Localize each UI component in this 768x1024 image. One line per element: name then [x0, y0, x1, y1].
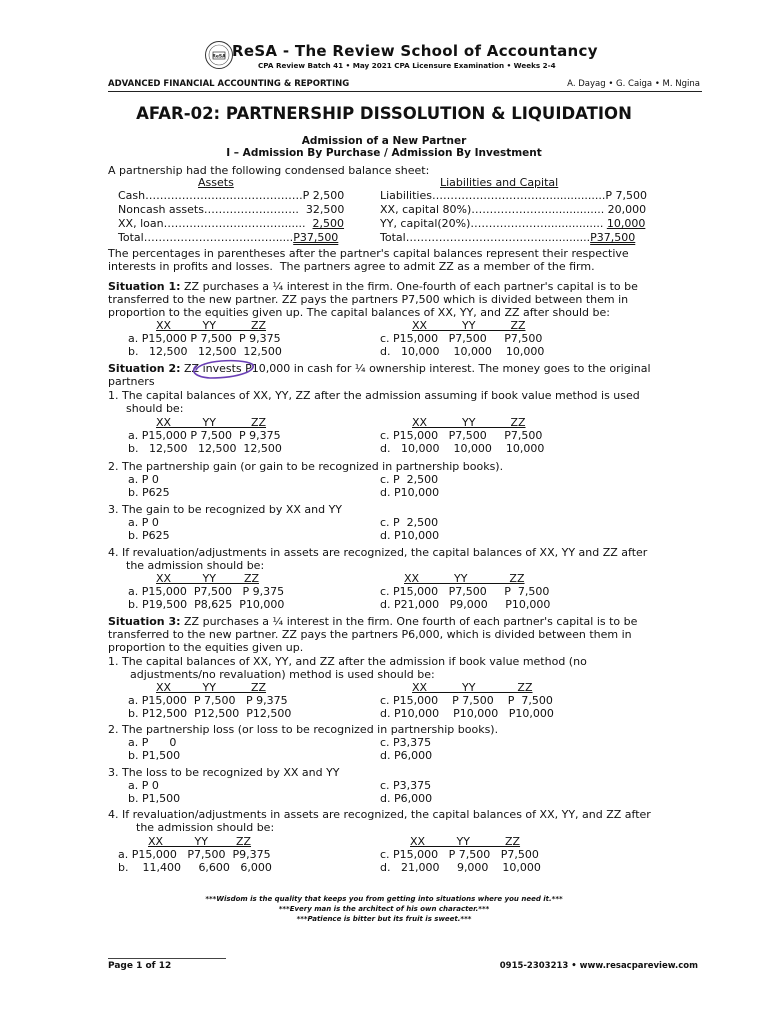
situation-1-text: ZZ purchases a ¼ interest in the firm. One-fourth of each partner's capital is to be	[180, 280, 638, 293]
bs-left-line-3	[118, 218, 344, 229]
situation-1-line-2: transferred to the new partner. ZZ pays the partners P7,500 which is divided between them in	[108, 293, 629, 306]
bs-left-line-3-label: XX, loan……………………………......	[118, 217, 313, 230]
s3-q1-option-c: c. P15,000 P 7,500 P 7,500	[380, 694, 553, 707]
situation-2-text: ZZ invests P10,000 in cash for ¼ ownership interest. The money goes to the original	[180, 362, 651, 375]
situation-3-label: Situation 3:	[108, 615, 181, 628]
s2-q4-line-2: the admission should be:	[126, 559, 265, 572]
bs-right-line-3-label: YY, capital(20%)…………………................	[380, 217, 607, 230]
s3-q4-header-left: XX YY ZZ	[148, 835, 252, 848]
s3-q2-option-d: d. P6,000	[380, 749, 433, 762]
s2-q1-option-d: d. 10,000 10,000 10,000	[380, 442, 545, 455]
s2-q1-option-c: c. P15,000 P7,500 P7,500	[380, 429, 543, 442]
s2-q3-text: 3. The gain to be recognized by XX and YY	[108, 503, 343, 516]
s3-q1-option-b: b. P12,500 P12,500 P12,500	[128, 707, 292, 720]
paragraph-line-1: The percentages in parentheses after the partner's capital balances represent their respective	[108, 247, 629, 260]
s3-q3-option-b: b. P1,500	[128, 792, 181, 805]
bs-right-line-1: Liabilities……………………………...............P 7,500	[380, 189, 648, 202]
s2-q4-header-left: XX YY ZZ	[156, 572, 260, 585]
s1-option-a: a. P15,000 P 7,500 P 9,375	[128, 332, 281, 345]
s3-q2-option-b: b. P1,500	[128, 749, 181, 762]
contact-info: 0915-2303213 • www.resacpareview.com	[499, 961, 698, 971]
subtitle-2: I – Admission By Purchase / Admission By Investment	[226, 147, 542, 159]
bs-right-total-amount: P37,500	[590, 231, 636, 244]
situation-2-line-1	[108, 363, 651, 374]
s3-q2-option-c: c. P3,375	[380, 736, 432, 749]
s2-q2-option-a: a. P 0	[128, 473, 159, 486]
s3-q4-line-1: 4. If revaluation/adjustments in assets are recognized, the capital balances of XX, YY, and ZZ after	[108, 808, 651, 821]
situation-1-line-3: proportion to the equities given up. The capital balances of XX, YY, and ZZ after should be:	[108, 306, 610, 319]
s2-q1-header-right: XX YY ZZ	[412, 416, 526, 429]
paragraph-line-2: interests in profits and losses. The partners agree to admit ZZ as a member of the firm.	[108, 260, 595, 273]
s3-q4-line-2: the admission should be:	[136, 821, 275, 834]
situation-2-label: Situation 2:	[108, 362, 181, 375]
s2-q4-option-b: b. P19,500 P8,625 P10,000	[128, 598, 285, 611]
s3-q3-option-a: a. P 0	[128, 779, 159, 792]
footer-rule	[108, 958, 226, 959]
s2-q2-option-c: c. P 2,500	[380, 473, 439, 486]
bs-right-line-4	[380, 232, 635, 243]
s2-q2-option-d: d. P10,000	[380, 486, 440, 499]
s2-q1-line-1: 1. The capital balances of XX, YY, ZZ after the admission assuming if book value method is used	[108, 389, 640, 402]
s3-q4-header-right: XX YY ZZ	[410, 835, 521, 848]
subject-label: ADVANCED FINANCIAL ACCOUNTING & REPORTING	[108, 79, 350, 89]
bs-right-line-3-amount: 10,000	[606, 217, 646, 230]
intro-text: A partnership had the following condensed balance sheet:	[108, 164, 430, 177]
s2-q3-option-b: b. P625	[128, 529, 170, 542]
quote-line-2: ***Every man is the architect of his own character.***	[278, 905, 490, 913]
bs-left-line-3-amount: 2,500	[312, 217, 345, 230]
bs-right-total-label: Total………………………………...............	[380, 231, 591, 244]
s3-q4-option-d: d. 21,000 9,000 10,000	[380, 861, 541, 874]
s3-q1-line-2: adjustments/no revaluation) method is used should be:	[130, 668, 435, 681]
s3-q3-option-c: c. P3,375	[380, 779, 432, 792]
s2-q3-option-c: c. P 2,500	[380, 516, 439, 529]
quote-line-3: ***Patience is bitter but its fruit is sweet.***	[296, 915, 472, 923]
s1-option-b: b. 12,500 12,500 12,500	[128, 345, 282, 358]
logo-text: ReSA	[212, 54, 226, 60]
s3-q2-option-a: a. P 0	[128, 736, 177, 749]
situation-2-line-2: partners	[108, 375, 155, 388]
bs-left-line-2: Noncash assets…………………….. 32,500	[118, 203, 345, 216]
brand-title: ReSA - The Review School of Accountancy	[232, 42, 598, 60]
bs-right-line-2: XX, capital 80%)…………………................ 20,000	[380, 203, 647, 216]
s1-header-left: XX YY ZZ	[156, 319, 267, 332]
quotes-block	[0, 894, 768, 924]
s3-q4-option-b: b. 11,400 6,600 6,000	[118, 861, 272, 874]
quote-line-1: ***Wisdom is the quality that keeps you from getting into situations where you need it.***	[205, 895, 563, 903]
s2-q4-option-d: d. P21,000 P9,000 P10,000	[380, 598, 551, 611]
s3-q1-option-a: a. P15,000 P 7,500 P 9,375	[128, 694, 288, 707]
header-rule	[108, 91, 702, 92]
s2-q1-option-a: a. P15,000 P 7,500 P 9,375	[128, 429, 281, 442]
situation-3-line-1	[108, 616, 637, 627]
s2-q1-option-b: b. 12,500 12,500 12,500	[128, 442, 282, 455]
s2-q4-option-a: a. P15,000 P7,500 P 9,375	[128, 585, 285, 598]
s2-q4-option-c: c. P15,000 P7,500 P 7,500	[380, 585, 550, 598]
s3-q2-text: 2. The partnership loss (or loss to be recognized in partnership books).	[108, 723, 499, 736]
situation-3-text: ZZ purchases a ¼ interest in the firm. One fourth of each partner's capital is to be	[180, 615, 638, 628]
subtitle-1: Admission of a New Partner	[301, 135, 467, 147]
s3-q3-text: 3. The loss to be recognized by XX and YY	[108, 766, 340, 779]
batch-line: CPA Review Batch 41 • May 2021 CPA Licensure Examination • Weeks 2-4	[258, 61, 556, 70]
s3-q4-option-c: c. P15,000 P 7,500 P7,500	[380, 848, 539, 861]
situation-3-line-3: proportion to the equities given up.	[108, 641, 304, 654]
assets-heading: Assets	[198, 176, 234, 189]
bs-right-line-3	[380, 218, 645, 229]
s2-q1-line-2: should be:	[126, 402, 184, 415]
bs-left-total-label: Total……………………………….....	[118, 231, 294, 244]
resa-logo-icon	[204, 40, 234, 70]
s3-q1-header-left: XX YY ZZ	[156, 681, 267, 694]
s2-q4-line-1: 4. If revaluation/adjustments in assets are recognized, the capital balances of XX, YY and ZZ after	[108, 546, 648, 559]
s3-q3-option-d: d. P6,000	[380, 792, 433, 805]
s2-q2-text: 2. The partnership gain (or gain to be recognized in partnership books).	[108, 460, 504, 473]
s3-q1-option-d: d. P10,000 P10,000 P10,000	[380, 707, 554, 720]
s2-q2-option-b: b. P625	[128, 486, 170, 499]
s2-q3-option-a: a. P 0	[128, 516, 159, 529]
bs-left-line-1: Cash…………………………………….P 2,500	[118, 189, 345, 202]
situation-3-line-2: transferred to the new partner. ZZ pays the partners P6,000, which is divided between them in	[108, 628, 632, 641]
situation-1-label: Situation 1:	[108, 280, 181, 293]
s2-q3-option-d: d. P10,000	[380, 529, 440, 542]
s2-q4-header-right: XX YY ZZ	[404, 572, 525, 585]
bs-left-total-amount: P37,500	[293, 231, 339, 244]
s1-option-d: d. 10,000 10,000 10,000	[380, 345, 545, 358]
situation-1-line-1	[108, 281, 638, 292]
page-number: Page 1 of 12	[108, 961, 172, 971]
s1-option-c: c. P15,000 P7,500 P7,500	[380, 332, 543, 345]
authors-label: A. Dayag • G. Caiga • M. Ngina	[567, 79, 700, 89]
s2-q1-header-left: XX YY ZZ	[156, 416, 267, 429]
s1-header-right: XX YY ZZ	[412, 319, 526, 332]
s3-q1-line-1: 1. The capital balances of XX, YY, and ZZ after the admission if book value method (no	[108, 655, 587, 668]
s3-q4-option-a: a. P15,000 P7,500 P9,375	[118, 848, 271, 861]
s3-q1-header-right: XX YY ZZ	[412, 681, 533, 694]
bs-left-line-4	[118, 232, 338, 243]
page-title: AFAR-02: PARTNERSHIP DISSOLUTION & LIQUIDATION	[136, 104, 632, 123]
liabilities-heading: Liabilities and Capital	[440, 176, 559, 189]
